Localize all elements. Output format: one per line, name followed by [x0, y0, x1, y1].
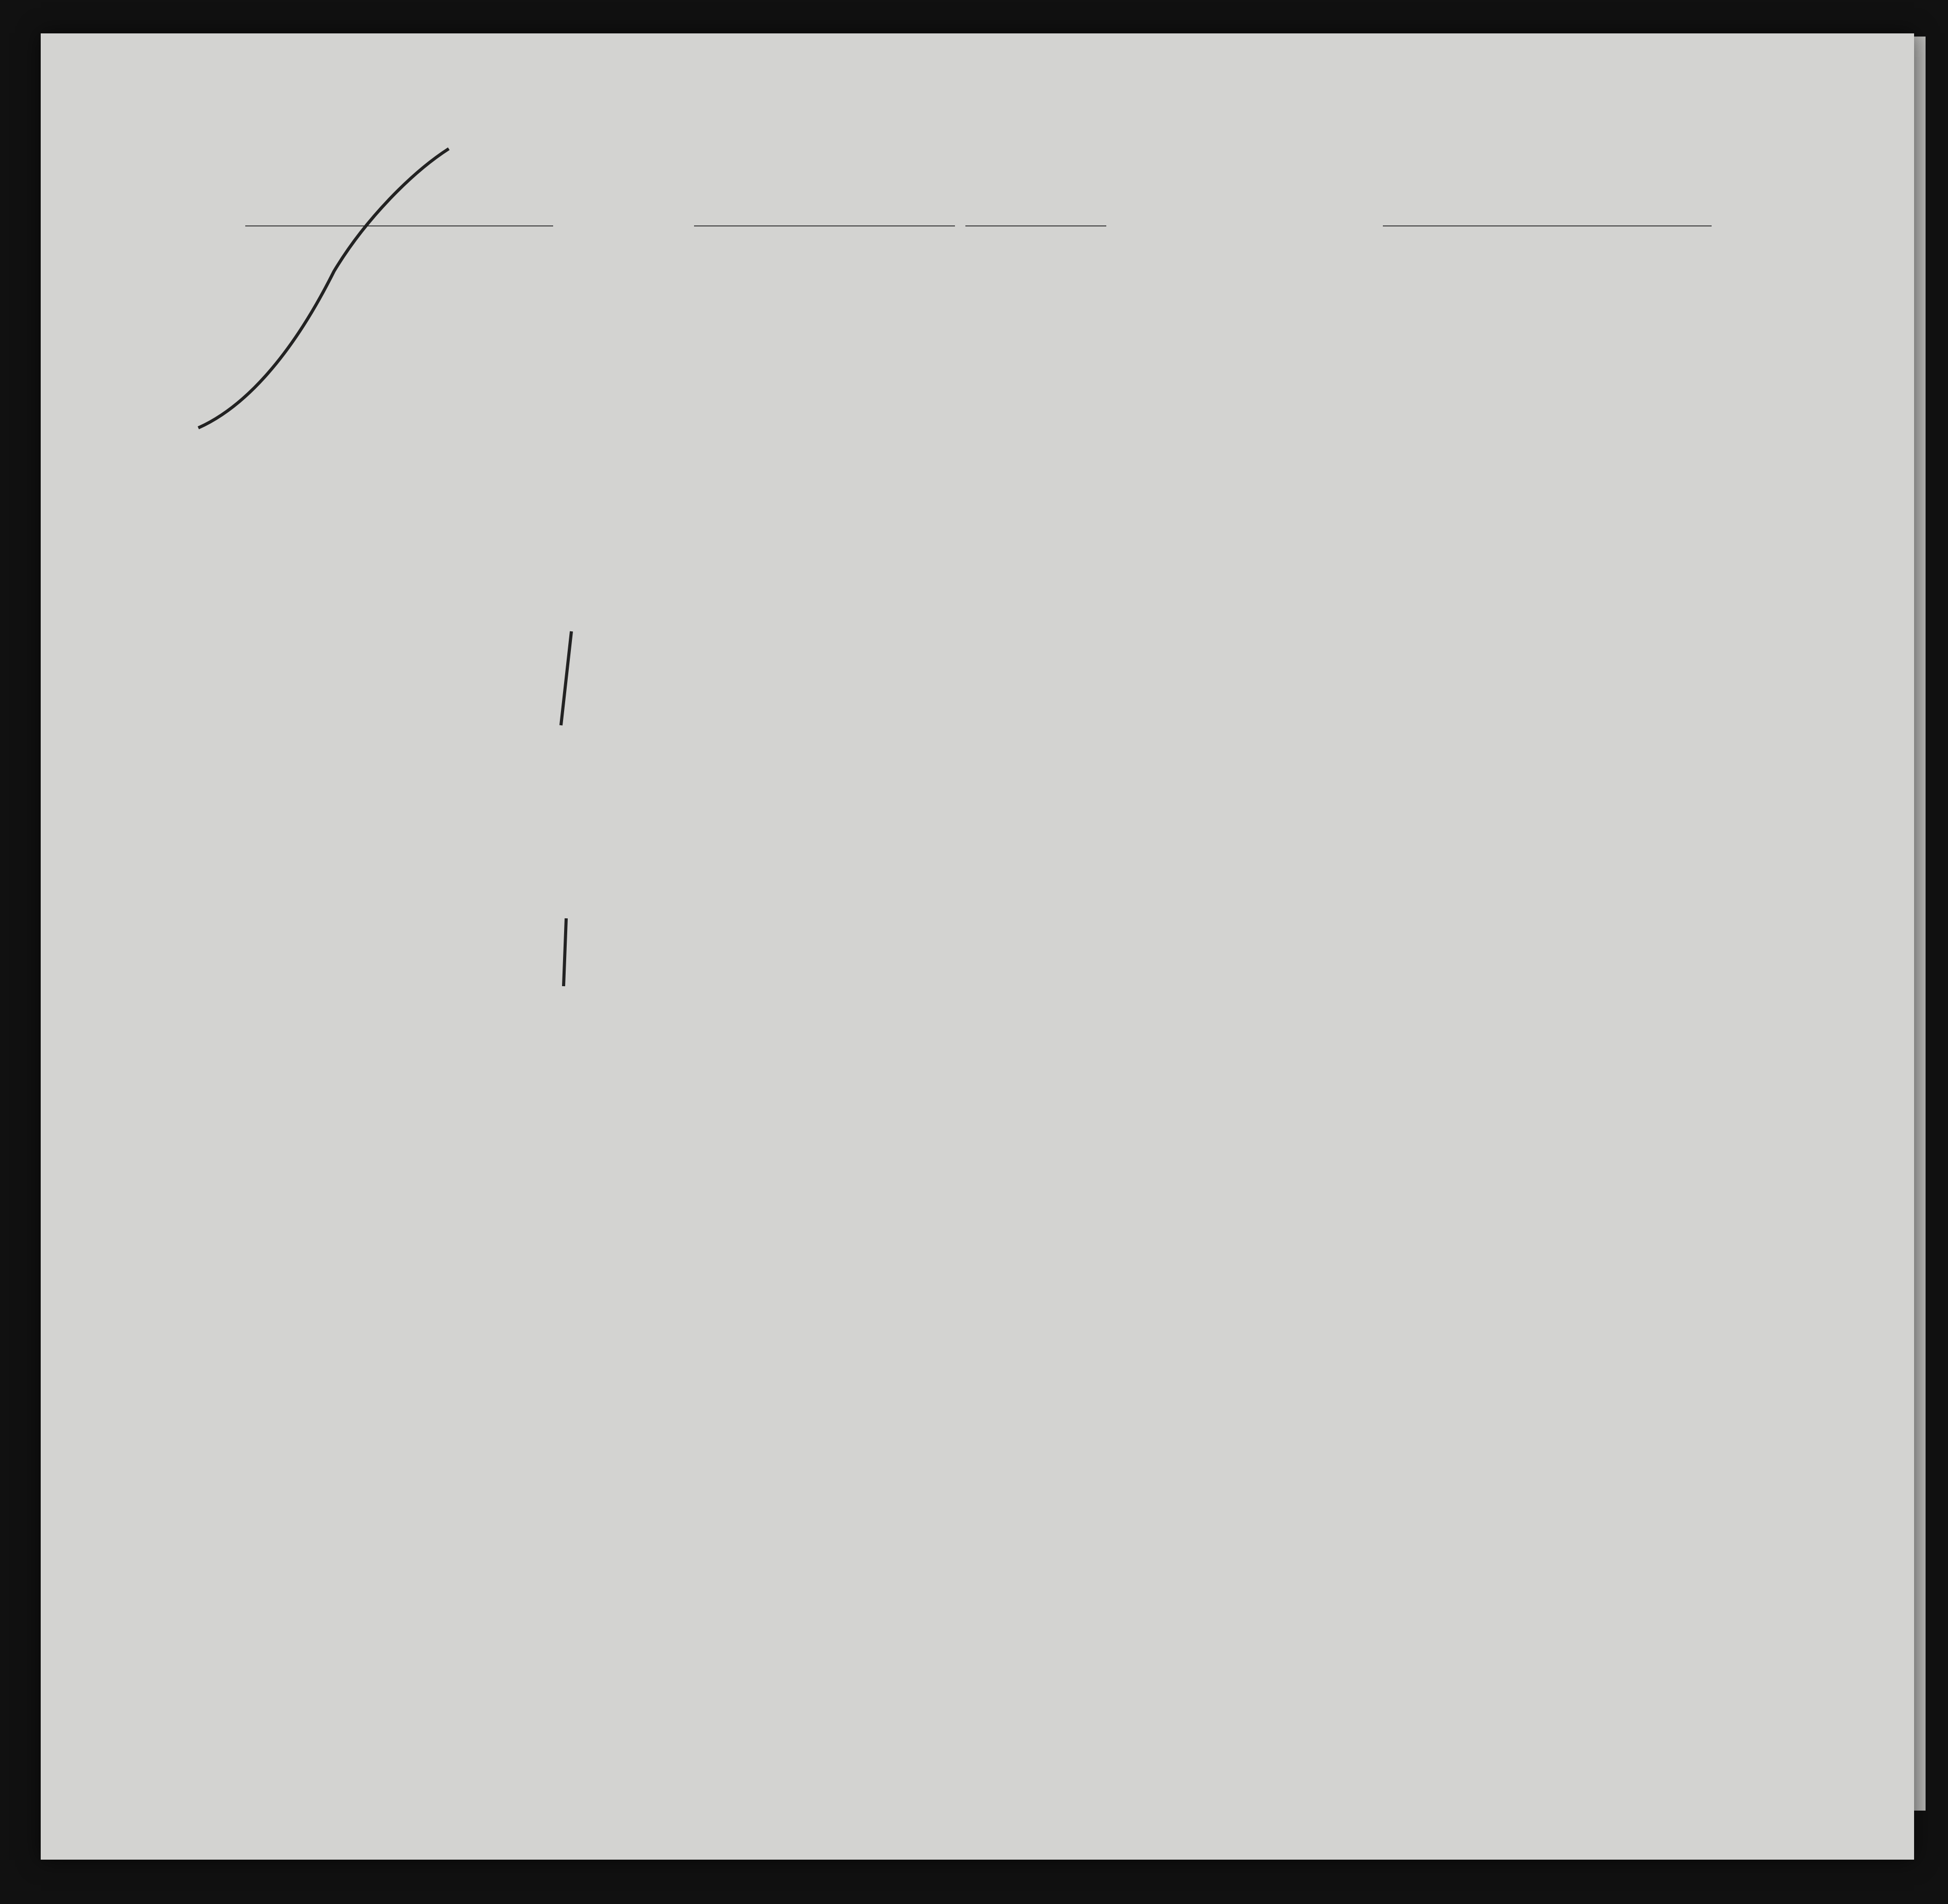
ink-stroke: [198, 149, 449, 428]
ink-stroke: [642, 313, 772, 1357]
ink-stroke: [561, 631, 571, 986]
